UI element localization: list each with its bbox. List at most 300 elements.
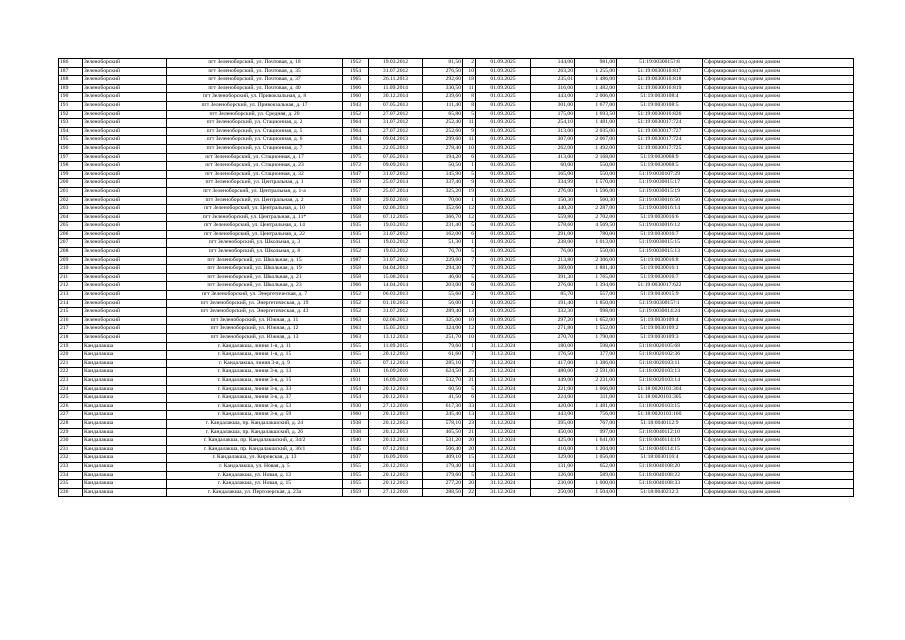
- cell-cadastral-number: 51:19:0030016:6: [617, 213, 703, 222]
- cell-area: 162,00: [423, 230, 463, 239]
- cell-year-built: 1954: [343, 394, 369, 403]
- cell-residents: 25: [463, 368, 476, 377]
- cell-settlement: Кандалакша: [83, 480, 167, 489]
- cell-deadline-date: 01.09.2025: [476, 316, 531, 325]
- cell-amount-a: 413,00: [531, 153, 575, 162]
- cell-deadline-date: 31.12.2024: [476, 385, 531, 394]
- cell-cadastral-number: 51:19:0030016:8: [617, 256, 703, 265]
- cell-amount-a: 60,00: [531, 162, 575, 171]
- cell-row-number: 229: [59, 428, 83, 437]
- cell-amount-b: 550,00: [575, 162, 617, 171]
- cell-settlement: Кандалакша: [83, 419, 167, 428]
- cell-amount-a: 480,00: [531, 368, 575, 377]
- cell-row-number: 221: [59, 359, 83, 368]
- cell-land-status: Сформирован под одним домом: [703, 411, 854, 420]
- cell-area: 239,60: [423, 93, 463, 102]
- cell-cadastral-number: 51:19:0030015:15: [617, 239, 703, 248]
- cell-amount-a: 254,10: [531, 119, 575, 128]
- cell-year-built: 1930: [343, 402, 369, 411]
- cell-settlement: Зеленоборский: [83, 119, 167, 128]
- table-row: [59, 248, 854, 257]
- cell-land-status: Сформирован под одним домом: [703, 136, 854, 145]
- table-row: [59, 282, 854, 291]
- cell-survey-date: 15.05.2013: [369, 325, 423, 334]
- cell-residents: 2: [463, 291, 476, 300]
- cell-survey-date: 20.12.2013: [369, 419, 423, 428]
- cell-settlement: Кандалакша: [83, 351, 167, 360]
- cell-year-built: 1960: [343, 93, 369, 102]
- cell-year-built: 1931: [343, 368, 369, 377]
- table-row: [59, 196, 854, 205]
- cell-address: пгт Зеленоборский, ул. Южная, д. 12: [167, 325, 343, 334]
- cell-survey-date: 15.08.2014: [369, 273, 423, 282]
- cell-land-status: Сформирован под одним домом: [703, 67, 854, 76]
- cell-settlement: Зеленоборский: [83, 67, 167, 76]
- table-row: [59, 359, 854, 368]
- cell-deadline-date: 01.03.2025: [476, 76, 531, 85]
- cell-cadastral-number: 51:18:0020103:11: [617, 359, 703, 368]
- cell-settlement: Зеленоборский: [83, 179, 167, 188]
- cell-row-number: 215: [59, 308, 83, 317]
- cell-settlement: Кандалакша: [83, 342, 167, 351]
- table-row: [59, 179, 854, 188]
- cell-amount-a: 297,20: [531, 316, 575, 325]
- cell-year-built: 1955: [343, 471, 369, 480]
- table-row: [59, 462, 854, 471]
- cell-land-status: Сформирован под одним домом: [703, 334, 854, 343]
- cell-cadastral-number: 51:18:0020103:13: [617, 368, 703, 377]
- cell-cadastral-number: 51:19:0030016:50: [617, 196, 703, 205]
- cell-area: 194,20: [423, 153, 463, 162]
- cell-residents: 12: [463, 213, 476, 222]
- cell-area: 65,80: [423, 110, 463, 119]
- cell-row-number: 207: [59, 239, 83, 248]
- table-row: [59, 488, 854, 497]
- cell-settlement: Зеленоборский: [83, 187, 167, 196]
- cell-cadastral-number: 51:18:0020105:68: [617, 342, 703, 351]
- cell-row-number: 201: [59, 187, 83, 196]
- cell-deadline-date: 01.09.2025: [476, 230, 531, 239]
- cell-amount-b: 1 652,00: [575, 316, 617, 325]
- cell-row-number: 190: [59, 93, 83, 102]
- cell-amount-a: 126,00: [531, 471, 575, 480]
- table-row: [59, 428, 854, 437]
- cell-survey-date: 26.11.2013: [369, 76, 423, 85]
- cell-cadastral-number: 51:19:0030108:5: [617, 101, 703, 110]
- cell-deadline-date: 01.09.2025: [476, 213, 531, 222]
- cell-residents: 13: [463, 308, 476, 317]
- cell-settlement: Зеленоборский: [83, 299, 167, 308]
- cell-amount-a: 175,00: [531, 110, 575, 119]
- cell-settlement: Зеленоборский: [83, 291, 167, 300]
- cell-amount-a: 559,80: [531, 213, 575, 222]
- cell-year-built: 1952: [343, 291, 369, 300]
- cell-residents: 22: [463, 488, 476, 497]
- cell-amount-b: 652,00: [575, 462, 617, 471]
- cell-residents: 6: [463, 230, 476, 239]
- cell-residents: 1: [463, 299, 476, 308]
- cell-address: пгт Зеленоборский, ул. Центральная, д. 1-а: [167, 187, 343, 196]
- cell-row-number: 205: [59, 222, 83, 231]
- cell-address: г. Кандалакша, ул. Новая, д. 13: [167, 471, 343, 480]
- cell-year-built: 1943: [343, 101, 369, 110]
- cell-row-number: 194: [59, 127, 83, 136]
- cell-address: г. Кандалакша, пр. Кандалакшский, д. 36/1: [167, 445, 343, 454]
- cell-address: г. Кандалакша, пр. Кандалакшский, д. 26: [167, 428, 343, 437]
- cell-cadastral-number: 51:18:0020103:305: [617, 394, 703, 403]
- cell-amount-a: 316,00: [531, 84, 575, 93]
- cell-area: 578,10: [423, 419, 463, 428]
- cell-address: пгт Зеленоборский, ул. Центральная, д. 2: [167, 196, 343, 205]
- cell-survey-date: 20.12.2013: [369, 428, 423, 437]
- cell-survey-date: 01.10.2013: [369, 299, 423, 308]
- cell-deadline-date: 01.09.2025: [476, 136, 531, 145]
- cell-area: 81,50: [423, 59, 463, 68]
- cell-survey-date: 19.03.2012: [369, 248, 423, 257]
- cell-address: пгт Зеленоборский, ул. Центральная, д. 14: [167, 222, 343, 231]
- cell-amount-a: 443,00: [531, 93, 575, 102]
- cell-amount-b: 2 591,00: [575, 368, 617, 377]
- cell-row-number: 192: [59, 110, 83, 119]
- cell-cadastral-number: 51:19:0030015:13: [617, 248, 703, 257]
- cell-area: 41,50: [423, 394, 463, 403]
- cell-address: пгт Зеленоборский, ул. Стационная, д. 17: [167, 153, 343, 162]
- cell-survey-date: 20.12.2013: [369, 462, 423, 471]
- cell-land-status: Сформирован под одним домом: [703, 110, 854, 119]
- cell-survey-date: 20.12.2013: [369, 351, 423, 360]
- cell-survey-date: 30.12.2014: [369, 93, 423, 102]
- cell-cadastral-number: 51:19:0030016:826: [617, 110, 703, 119]
- cell-year-built: 1952: [343, 308, 369, 317]
- cell-amount-a: 410,00: [531, 445, 575, 454]
- cell-cadastral-number: 51:19:0030015:17: [617, 179, 703, 188]
- cell-row-number: 198: [59, 162, 83, 171]
- cell-residents: 11: [463, 136, 476, 145]
- cell-amount-a: 221,00: [531, 385, 575, 394]
- cell-row-number: 187: [59, 67, 83, 76]
- cell-cadastral-number: 51:18:0040212:3: [617, 488, 703, 497]
- cell-land-status: Сформирован под одним домом: [703, 239, 854, 248]
- cell-row-number: 210: [59, 265, 83, 274]
- table-row: [59, 291, 854, 300]
- cell-area: 324,00: [423, 325, 463, 334]
- table-row: [59, 368, 854, 377]
- cell-cadastral-number: 51:19:0030016:14: [617, 205, 703, 214]
- cell-address: пгт Зеленоборский, ул. Энергетическая, д. 7: [167, 291, 343, 300]
- cell-address: г. Кандалакша, линия 3-я, д. 53: [167, 402, 343, 411]
- cell-residents: 6: [463, 153, 476, 162]
- cell-year-built: 1964: [343, 136, 369, 145]
- cell-year-built: 1963: [343, 334, 369, 343]
- cell-address: г. Кандалакша, ул. Пертозерская, д. 23а: [167, 488, 343, 497]
- cell-settlement: Зеленоборский: [83, 205, 167, 214]
- cell-area: 46,00: [423, 273, 463, 282]
- cell-land-status: Сформирован под одним домом: [703, 222, 854, 231]
- cell-row-number: 199: [59, 170, 83, 179]
- cell-settlement: Зеленоборский: [83, 196, 167, 205]
- cell-year-built: 1952: [343, 299, 369, 308]
- cell-row-number: 226: [59, 402, 83, 411]
- cell-survey-date: 11.09.2014: [369, 84, 423, 93]
- cell-area: 325,00: [423, 316, 463, 325]
- cell-amount-a: 332,30: [531, 308, 575, 317]
- cell-land-status: Сформирован под одним домом: [703, 93, 854, 102]
- cell-survey-date: 27.07.2012: [369, 110, 423, 119]
- cell-amount-b: 2 035,00: [575, 127, 617, 136]
- cell-survey-date: 20.12.2013: [369, 411, 423, 420]
- cell-land-status: Сформирован под одним домом: [703, 196, 854, 205]
- cell-row-number: 197: [59, 153, 83, 162]
- cell-land-status: Сформирован под одним домом: [703, 119, 854, 128]
- cell-amount-b: 1 013,00: [575, 239, 617, 248]
- cell-year-built: 1958: [343, 273, 369, 282]
- cell-year-built: 1938: [343, 419, 369, 428]
- cell-residents: 7: [463, 265, 476, 274]
- cell-area: 55,60: [423, 291, 463, 300]
- cell-deadline-date: 01.09.2025: [476, 84, 531, 93]
- cell-deadline-date: 31.12.2024: [476, 454, 531, 463]
- cell-amount-b: 2 006,00: [575, 93, 617, 102]
- cell-row-number: 231: [59, 445, 83, 454]
- cell-amount-a: 276,00: [531, 282, 575, 291]
- cell-cadastral-number: 51:18:0040108:22: [617, 471, 703, 480]
- table-row: [59, 299, 854, 308]
- cell-survey-date: 29.02.2016: [369, 196, 423, 205]
- cell-year-built: 1952: [343, 59, 369, 68]
- cell-row-number: 218: [59, 334, 83, 343]
- table-row: [59, 471, 854, 480]
- cell-year-built: 1964: [343, 127, 369, 136]
- cell-area: 465,50: [423, 428, 463, 437]
- cell-settlement: Зеленоборский: [83, 162, 167, 171]
- cell-deadline-date: 01.09.2025: [476, 119, 531, 128]
- cell-residents: 14: [463, 462, 476, 471]
- cell-year-built: 1945: [343, 445, 369, 454]
- cell-row-number: 233: [59, 462, 83, 471]
- cell-land-status: Сформирован под одним домом: [703, 437, 854, 446]
- cell-amount-b: 1 596,00: [575, 187, 617, 196]
- table-row: [59, 162, 854, 171]
- cell-address: г. Кандалакша, линия 3-я, д. 59: [167, 411, 343, 420]
- cell-amount-b: 998,00: [575, 308, 617, 317]
- cell-survey-date: 07.05.2013: [369, 153, 423, 162]
- cell-deadline-date: 01.03.2025: [476, 187, 531, 196]
- cell-settlement: Кандалакша: [83, 454, 167, 463]
- cell-survey-date: 07.12.2015: [369, 213, 423, 222]
- cell-cadastral-number: 51:19:0030015:9: [617, 291, 703, 300]
- cell-land-status: Сформирован под одним домом: [703, 462, 854, 471]
- cell-year-built: 1958: [343, 213, 369, 222]
- cell-area: 531,20: [423, 437, 463, 446]
- table-row: [59, 342, 854, 351]
- cell-land-status: Сформирован под одним домом: [703, 230, 854, 239]
- cell-deadline-date: 01.09.2025: [476, 127, 531, 136]
- table-row: [59, 205, 854, 214]
- cell-cadastral-number: 51:19:0030016:817: [617, 67, 703, 76]
- cell-amount-b: 780,00: [575, 230, 617, 239]
- cell-amount-b: 997,00: [575, 428, 617, 437]
- cell-survey-date: 31.07.2012: [369, 308, 423, 317]
- cell-residents: 11: [463, 84, 476, 93]
- cell-year-built: 1931: [343, 376, 369, 385]
- table-row: [59, 325, 854, 334]
- table-row: [59, 480, 854, 489]
- cell-amount-a: 213,80: [531, 256, 575, 265]
- cell-amount-b: 981,00: [575, 59, 617, 68]
- cell-survey-date: 27.07.2012: [369, 127, 423, 136]
- cell-area: 278,40: [423, 144, 463, 153]
- cell-survey-date: 19.03.2012: [369, 59, 423, 68]
- cell-deadline-date: 01.09.2025: [476, 162, 531, 171]
- cell-survey-date: 09.04.2013: [369, 136, 423, 145]
- cell-year-built: 1966: [343, 282, 369, 291]
- cell-area: 145,90: [423, 170, 463, 179]
- cell-land-status: Сформирован под одним домом: [703, 454, 854, 463]
- table-row: [59, 110, 854, 119]
- cell-settlement: Зеленоборский: [83, 230, 167, 239]
- cell-year-built: 1975: [343, 153, 369, 162]
- cell-cadastral-number: 51:18:0020103:15: [617, 402, 703, 411]
- cell-residents: 12: [463, 325, 476, 334]
- cell-residents: 21: [463, 428, 476, 437]
- cell-address: пгт Зеленоборский, ул. Центральная, д. 1: [167, 179, 343, 188]
- cell-amount-b: 1 881,40: [575, 265, 617, 274]
- cell-address: пгт Зеленоборский, ул. Южная, д. 11: [167, 316, 343, 325]
- cell-land-status: Сформирован под одним домом: [703, 316, 854, 325]
- cell-address: г. Кандалакша, линия 3-я, д. 15: [167, 376, 343, 385]
- cell-cadastral-number: 51:18:0040112:9: [617, 419, 703, 428]
- cell-area: 325,20: [423, 187, 463, 196]
- cell-land-status: Сформирован под одним домом: [703, 308, 854, 317]
- cell-row-number: 191: [59, 101, 83, 110]
- cell-address: пгт Зеленоборский, ул. Энергетическая, д. 19: [167, 299, 343, 308]
- cell-cadastral-number: 51:19:0030017:727: [617, 127, 703, 136]
- cell-address: пгт Зеленоборский, ул. Центральная, д. 11*: [167, 213, 343, 222]
- cell-area: 506,40: [423, 445, 463, 454]
- cell-land-status: Сформирован под одним домом: [703, 471, 854, 480]
- cell-residents: 5: [463, 222, 476, 231]
- cell-settlement: Кандалакша: [83, 402, 167, 411]
- cell-survey-date: 20.12.2013: [369, 480, 423, 489]
- cell-amount-b: 1 850,00: [575, 299, 617, 308]
- cell-area: 299,60: [423, 136, 463, 145]
- cell-row-number: 186: [59, 59, 83, 68]
- table-row: [59, 376, 854, 385]
- cell-cadastral-number: 51:18:0030116:4: [617, 454, 703, 463]
- cell-residents: 5: [463, 385, 476, 394]
- cell-row-number: 224: [59, 385, 83, 394]
- cell-year-built: 1959: [343, 179, 369, 188]
- cell-amount-a: 271,80: [531, 325, 575, 334]
- cell-deadline-date: 01.09.2025: [476, 239, 531, 248]
- cell-year-built: 1951: [343, 239, 369, 248]
- cell-settlement: Зеленоборский: [83, 256, 167, 265]
- cell-cadastral-number: 51:18:0040114:19: [617, 437, 703, 446]
- cell-deadline-date: 01.09.2025: [476, 179, 531, 188]
- cell-area: 294,30: [423, 265, 463, 274]
- cell-cadastral-number: 51:19:0030068:5: [617, 162, 703, 171]
- cell-amount-b: 557,00: [575, 291, 617, 300]
- cell-survey-date: 02.06.2013: [369, 205, 423, 214]
- cell-survey-date: 02.06.2013: [369, 316, 423, 325]
- cell-address: г. Кандалакша, линия 3-я, д. 13: [167, 368, 343, 377]
- cell-residents: 8: [463, 93, 476, 102]
- cell-amount-b: 1 204,00: [575, 445, 617, 454]
- cell-settlement: Зеленоборский: [83, 334, 167, 343]
- cell-settlement: Кандалакша: [83, 437, 167, 446]
- cell-amount-a: 250,00: [531, 488, 575, 497]
- cell-amount-b: 1 486,00: [575, 76, 617, 85]
- cell-amount-b: 2 702,00: [575, 213, 617, 222]
- cell-amount-a: 443,00: [531, 411, 575, 420]
- cell-cadastral-number: 51:19:0030016:1: [617, 265, 703, 274]
- cell-year-built: 1964: [343, 119, 369, 128]
- cell-survey-date: 09.09.2013: [369, 162, 423, 171]
- cell-row-number: 236: [59, 488, 83, 497]
- table-row: [59, 222, 854, 231]
- cell-cadastral-number: 51:19:0030108:4: [617, 93, 703, 102]
- cell-deadline-date: 01.09.2025: [476, 282, 531, 291]
- cell-land-status: Сформирован под одним домом: [703, 376, 854, 385]
- cell-deadline-date: 31.12.2024: [476, 411, 531, 420]
- cell-amount-b: 1 482,00: [575, 84, 617, 93]
- cell-address: пгт Зеленоборский, ул. Школьная, д. 3: [167, 239, 343, 248]
- cell-deadline-date: 31.12.2024: [476, 419, 531, 428]
- cell-deadline-date: 31.12.2024: [476, 394, 531, 403]
- table-row: [59, 265, 854, 274]
- table-row: [59, 153, 854, 162]
- cell-land-status: Сформирован под одним домом: [703, 265, 854, 274]
- cell-amount-a: 395,00: [531, 419, 575, 428]
- cell-settlement: Зеленоборский: [83, 248, 167, 257]
- cell-settlement: Зеленоборский: [83, 136, 167, 145]
- cell-address: г. Кандалакша, линия 1-я, д. 11: [167, 342, 343, 351]
- cell-amount-b: 1 386,00: [575, 359, 617, 368]
- document-sheet: [58, 58, 853, 497]
- table-row: [59, 67, 854, 76]
- cell-settlement: Зеленоборский: [83, 110, 167, 119]
- cell-settlement: Зеленоборский: [83, 308, 167, 317]
- cell-row-number: 219: [59, 342, 83, 351]
- cell-land-status: Сформирован под одним домом: [703, 76, 854, 85]
- cell-area: 285,10: [423, 359, 463, 368]
- cell-area: 251,70: [423, 334, 463, 343]
- cell-cadastral-number: 51:18:0020103:304: [617, 385, 703, 394]
- cell-survey-date: 27.12.2016: [369, 488, 423, 497]
- table-row: [59, 394, 854, 403]
- cell-residents: 1: [463, 196, 476, 205]
- cell-amount-b: 767,00: [575, 419, 617, 428]
- cell-land-status: Сформирован под одним домом: [703, 162, 854, 171]
- cell-land-status: Сформирован под одним домом: [703, 368, 854, 377]
- cell-amount-a: 334,99: [531, 179, 575, 188]
- cell-address: г. Кандалакша, линия 3-я, д. 9: [167, 359, 343, 368]
- cell-cadastral-number: 51:18:0040112:10: [617, 428, 703, 437]
- cell-land-status: Сформирован под одним домом: [703, 342, 854, 351]
- cell-address: г. Кандалакша, линия 3-я, д. 37: [167, 394, 343, 403]
- cell-survey-date: 16.09.2016: [369, 368, 423, 377]
- cell-land-status: Сформирован под одним домом: [703, 127, 854, 136]
- cell-settlement: Зеленоборский: [83, 153, 167, 162]
- cell-address: пгт Зеленоборский, ул. Почтовая, д. 37: [167, 76, 343, 85]
- cell-amount-a: 262,00: [531, 144, 575, 153]
- cell-cadastral-number: 51:19:0030016:12: [617, 222, 703, 231]
- table-row: [59, 76, 854, 85]
- cell-deadline-date: 01.09.2025: [476, 265, 531, 274]
- table-row: [59, 419, 854, 428]
- cell-survey-date: 04.04.2013: [369, 265, 423, 274]
- cell-deadline-date: 31.12.2024: [476, 428, 531, 437]
